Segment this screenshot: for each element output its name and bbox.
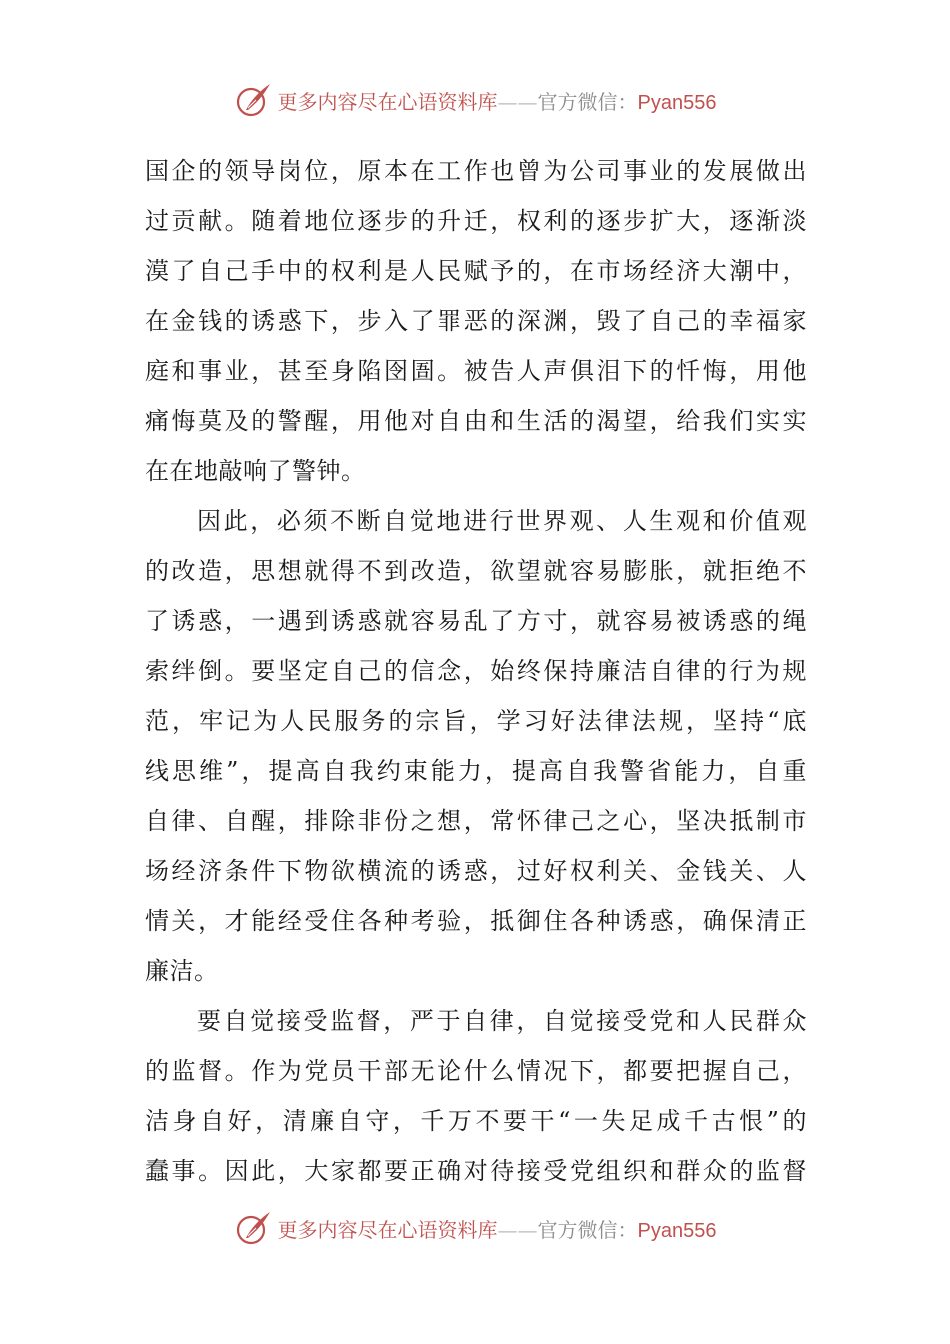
text-line: 国企的领导岗位，原本在工作也曾为公司事业的发展做出: [145, 157, 807, 185]
header-banner: [0, 80, 950, 120]
paragraph-start-line: 因此，必须不断自觉地进行世界观、人生观和价值观: [197, 507, 807, 535]
text-line: 在在地敲响了警钟。: [145, 457, 366, 485]
text-line: 洁身自好，清廉自守，千万不要干“一失足成千古恨”的: [145, 1107, 807, 1135]
banner-label: 官方微信：: [537, 1217, 638, 1242]
banner-wechat-id: Pyan556: [637, 1219, 717, 1242]
footer-banner: [0, 1208, 950, 1248]
text-line: 自律、自醒，排除非份之想，常怀律己之心，坚决抵制市: [145, 807, 807, 835]
banner-label: 官方微信：: [537, 89, 638, 114]
text-line: 庭和事业，甚至身陷囹圄。被告人声俱泪下的忏悔，用他: [145, 357, 807, 385]
banner-main: 更多内容尽在心语资料库: [277, 89, 498, 114]
banner-separator: ——: [497, 89, 538, 114]
text-line: 的改造，思想就得不到改造，欲望就容易膨胀，就拒绝不: [145, 557, 807, 585]
document-body: [145, 146, 807, 1196]
text-line: 场经济条件下物欲横流的诱惑，过好权利关、金钱关、人: [145, 857, 807, 885]
text-line: 廉洁。: [145, 957, 219, 985]
text-line: 索绊倒。要坚定自己的信念，始终保持廉洁自律的行为规: [145, 657, 807, 685]
banner-main: 更多内容尽在心语资料库: [277, 1217, 498, 1242]
text-line: 漠了自己手中的权利是人民赋予的，在市场经济大潮中，: [145, 257, 807, 285]
text-line: 了诱惑，一遇到诱惑就容易乱了方寸，就容易被诱惑的绳: [145, 607, 807, 635]
text-line: 在金钱的诱惑下，步入了罪恶的深渊，毁了自己的幸福家: [145, 307, 807, 335]
text-line: 的监督。作为党员干部无论什么情况下，都要把握自己，: [145, 1057, 807, 1085]
quill-pen-logo-icon: [234, 80, 274, 120]
text-line: 痛悔莫及的警醒，用他对自由和生活的渴望，给我们实实: [145, 407, 807, 435]
paragraph-start-line: 要自觉接受监督，严于自律，自觉接受党和人民群众: [197, 1007, 807, 1035]
banner-text: [278, 1214, 717, 1243]
text-line: 过贡献。随着地位逐步的升迁，权利的逐步扩大，逐渐淡: [145, 207, 807, 235]
banner-wechat-id: Pyan556: [637, 91, 717, 114]
text-line: 线思维”，提高自我约束能力，提高自我警省能力，自重: [145, 757, 807, 785]
text-line: 情关，才能经受住各种考验，抵御住各种诱惑，确保清正: [145, 907, 807, 935]
text-line: 蠢事。因此，大家都要正确对待接受党组织和群众的监督: [145, 1157, 807, 1185]
banner-separator: ——: [497, 1217, 538, 1242]
banner-text: [278, 86, 717, 115]
quill-pen-logo-icon: [234, 1208, 274, 1248]
text-line: 范，牢记为人民服务的宗旨，学习好法律法规，坚持“底: [145, 707, 807, 735]
